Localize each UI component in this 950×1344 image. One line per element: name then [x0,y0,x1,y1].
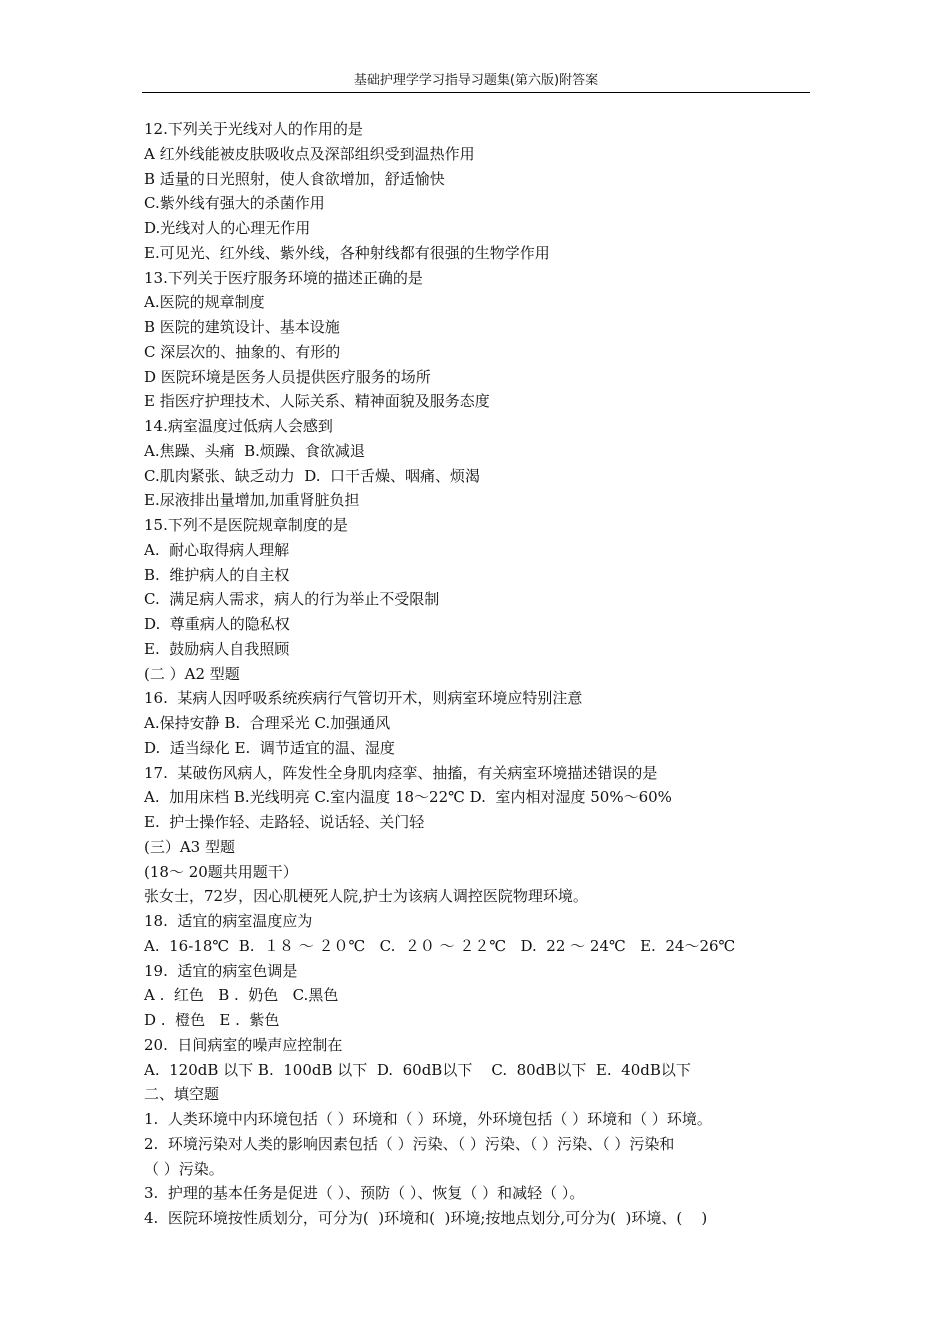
fill-in-2: 2. 环境污染对人类的影响因素包括（ ）污染、（ ）污染、（ ）污染、（ ）污染和 [144,1134,675,1153]
section-a3-heading: (三）A3 型题 [144,837,235,856]
question-17-option-e: E. 护士操作轻、走路轻、说话轻、关门轻 [144,813,425,831]
question-12-option-b: B 适量的日光照射，使人食欲增加，舒适愉快 [144,169,445,188]
question-19-stem: 19. 适宜的病室色调是 [144,961,298,980]
fill-in-1: 1. 人类环境中内环境包括（ ）环境和（ ）环境，外环境包括（ ）环境和（ ）环境。 [144,1110,712,1128]
question-17-options-abcd: A. 加用床档 B.光线明亮 C.室内温度 18～22℃ D. 室内相对湿度 50%～60% [144,788,672,807]
fill-in-4: 4. 医院环境按性质划分，可分为( )环境和( )环境;按地点划分,可分为( )环境、( ) [144,1209,708,1227]
question-12-option-e: E.可见光、红外线、紫外线，各种射线都有很强的生物学作用 [144,243,550,262]
shared-stem-case: 张女士，72岁，因心肌梗死人院,护士为该病人调控医院物理环境。 [144,887,588,906]
question-14-options-cd: C.肌肉紧张、缺乏动力 D. 口干舌燥、咽痛、烦渴 [144,466,481,485]
question-15-option-a: A. 耐心取得病人理解 [144,540,290,559]
fill-in-3: 3. 护理的基本任务是促进（ ）、预防（ ）、恢复（ ）和减轻（ ）。 [144,1184,585,1203]
question-12-option-d: D.光线对人的心理无作用 [144,219,311,237]
question-20-stem: 20. 日间病室的噪声应控制在 [144,1035,343,1054]
question-15-stem: 15.下列不是医院规章制度的是 [144,516,348,534]
question-18-stem: 18. 适宜的病室温度应为 [144,912,313,930]
question-17-stem: 17. 某破伤风病人，阵发性全身肌肉痉挛、抽搐，有关病室环境描述错误的是 [144,763,658,782]
question-15-option-b: B. 维护病人的自主权 [144,565,290,584]
question-12-option-a: A 红外线能被皮肤吸收点及深部组织受到温热作用 [144,144,475,163]
question-14-stem: 14.病室温度过低病人会感到 [144,417,333,435]
shared-stem-note: (18～ 20题共用题干） [144,862,298,881]
document-title: 基础护理学学习指导习题集(第六版)附答案 [353,73,599,88]
question-18-options: A. 16-18℃ B. １８ ～ ２０℃ C. ２０ ～ ２２℃ D. 22 ～ 24℃ E. 24～26℃ [144,936,736,955]
question-13-option-a: A.医院的规章制度 [144,293,265,312]
question-13-option-b: B 医院的建筑设计、基本设施 [144,318,340,336]
section-a2-heading: (二 ）A2 型题 [144,664,240,683]
question-16-stem: 16. 某病人因呼吸系统疾病行气管切开术，则病室环境应特别注意 [144,689,583,708]
question-12-option-c: C.紫外线有强大的杀菌作用 [144,194,325,213]
question-14-options-ab: A.焦躁、头痛 B.烦躁、食欲减退 [144,441,365,460]
question-16-options-de: D. 适当绿化 E. 调节适宜的温、湿度 [144,738,395,757]
question-15-option-d: D. 尊重病人的隐私权 [144,615,290,633]
question-16-options-abc: A.保持安静 B. 合理采光 C.加强通风 [144,714,391,732]
fill-in-heading: 二、填空题 [144,1085,220,1104]
question-13-stem: 13.下列关于医疗服务环境的描述正确的是 [144,268,423,287]
document-body [144,117,816,1231]
question-15-option-e: E. 鼓励病人自我照顾 [144,639,290,658]
fill-in-2-continued: （ ）污染。 [144,1159,224,1178]
question-13-option-e: E 指医疗护理技术、人际关系、精神面貌及服务态度 [144,392,490,411]
question-13-option-c: C 深层次的、抽象的、有形的 [144,342,341,361]
question-19-options-abc: A . 红色 B . 奶色 C.黑色 [144,986,339,1005]
question-14-option-e: E.尿液排出量增加,加重肾脏负担 [144,491,360,510]
question-15-option-c: C. 满足病人需求，病人的行为举止不受限制 [144,590,440,609]
question-19-options-de: D . 橙色 E . 紫色 [144,1011,280,1029]
question-13-option-d: D 医院环境是医务人员提供医疗服务的场所 [144,367,431,386]
page-header [142,72,810,93]
question-12-stem: 12.下列关于光线对人的作用的是 [144,120,363,138]
question-20-options: A. 120dB 以下 B. 100dB 以下 D. 60dB以下 C. 80dB以下 E. 40dB以下 [144,1060,691,1079]
